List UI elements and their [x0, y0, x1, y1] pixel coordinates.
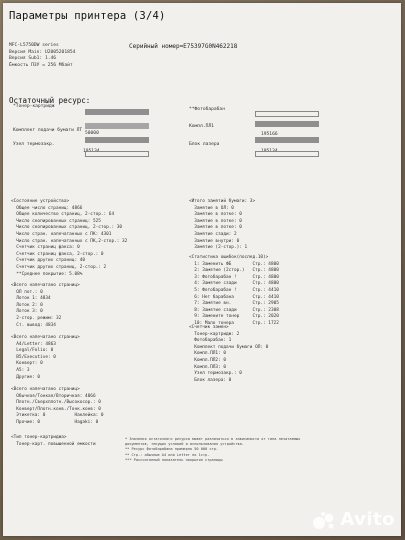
report-line: Другие: 0: [11, 374, 41, 380]
remaining-life-title: Остаточный ресурс:: [9, 96, 91, 105]
replacement-counter-block: [189, 325, 268, 384]
drum-label: **Фотобарабан: [189, 107, 225, 112]
report-line: Лоток 1: 4834: [11, 296, 51, 302]
report-line: <Тип тонер-картриджа>: [11, 435, 67, 440]
pf1-value: 195166: [261, 132, 278, 137]
report-line: Число стран. напечатанных с ПК: 4301: [11, 231, 112, 237]
media-type-block: [11, 387, 104, 427]
paper-feed-label: Комплект подачи бумаги ЛТ: [13, 128, 83, 133]
avito-watermark: [312, 509, 395, 530]
report-line: 3: Фотобарабан ! Стр.: 4800: [189, 274, 279, 280]
report-line: 7: Замятие вн. Стр.: 2905: [189, 301, 279, 307]
drum-outline: [255, 111, 319, 117]
report-line: Число скопированных страниц: 525: [11, 218, 101, 224]
report-line: <Всего напечатано страниц>: [11, 335, 80, 340]
page-title: Параметры принтера (3/4): [9, 10, 166, 22]
pf1-label: Компл.ПЛ1: [189, 124, 214, 129]
report-line: 4: Замятие сзади Стр.: 4800: [189, 281, 279, 287]
report-line: Лоток 2: 0: [11, 302, 43, 308]
sub-version-line: Версия Sub1: 1.46: [9, 56, 57, 61]
report-line: <Состояние устройства>: [11, 199, 70, 204]
report-line: Число скопированных страниц, 2-стор.: 30: [11, 225, 123, 231]
report-line: <Счетчик замен>: [189, 325, 229, 330]
footnotes-block: [125, 437, 300, 463]
report-line: Плотн./Сверхплотн./Высокосор.: 0: [11, 400, 101, 406]
report-line: Компл.ПЛ1: 0: [189, 351, 227, 357]
fuser-outline: [85, 151, 149, 157]
toner-type-block: [11, 435, 96, 448]
fuser-bar: [85, 137, 149, 143]
report-line: 2-стор. режим: 32: [11, 315, 62, 321]
report-line: Компл.ПЛ2: 0: [189, 357, 227, 363]
report-line: Конверт/Плотн.конв./Тонк.конв: 0: [11, 406, 101, 412]
paper-source-block: [11, 283, 80, 329]
report-line: A4/Letter: 4863: [11, 341, 56, 347]
paper-size-block: [11, 335, 80, 381]
report-line: 10: Мало тонера Стр.: 1722: [189, 320, 279, 326]
model-line: MFC-L5750DW series: [9, 43, 59, 48]
report-line: Замятие в лотке: 0: [189, 218, 242, 224]
paper-jam-block: [189, 199, 255, 252]
report-line: Узел термозакр.: 0: [189, 371, 242, 377]
fuser-value: 195134: [83, 149, 100, 154]
report-line: Число стран. напечатанных с ПК,2-стор.: 32: [11, 238, 128, 244]
report-line: ** Стр.: обычные A4 или Letter по 1стр.: [125, 452, 210, 457]
laser-outline: [255, 151, 319, 157]
report-line: 1: Заменить ФБ Стр.: 4800: [189, 261, 279, 267]
report-line: * Значения остаточного ресурса может различаться в зависимости от типа печатаемых: [125, 437, 301, 441]
report-line: **Среднее покрытие: 5.08%: [11, 271, 83, 277]
report-line: Замятие внутри: 0: [189, 238, 240, 244]
report-line: *** Рассчитанный показатель покрытия страницы: [125, 457, 223, 462]
report-line: Замятие сзади: 2: [189, 231, 237, 237]
report-line: 8: Замятие сзади Стр.: 2308: [189, 307, 279, 313]
report-line: <Всего напечатано страниц>: [11, 387, 80, 392]
paper-feed-value: 50000: [85, 131, 99, 136]
printer-report-page: [3, 3, 401, 536]
report-line: Счетчик других страниц, 2-стор.: 2: [11, 264, 107, 270]
avito-logo-icon: [312, 510, 336, 530]
report-line: <Статистика ошибок(послед.10)>: [189, 255, 269, 260]
laser-value: 195134: [261, 149, 278, 154]
report-line: Конверт: 0: [11, 361, 43, 367]
report-line: Обычная/Тонкая/Вторичная: 4866: [11, 393, 96, 399]
pf1-bar: [255, 121, 319, 127]
toner-label: *Тонер-картридж: [13, 104, 55, 109]
report-line: Замятие в лотке: 0: [189, 212, 242, 218]
main-version-line: Версия Main: U2005201854: [9, 49, 76, 55]
rom-line: Ёмкость ПЗУ = 256 Мбайт: [9, 62, 73, 68]
serial-number: Серийный номер=E75397G0N462218: [129, 43, 238, 50]
report-line: <Итого замятий бумаги: 3>: [189, 199, 256, 204]
report-line: 5: Фотобарабан ! Стр.: 4410: [189, 287, 279, 293]
laser-bar: [255, 137, 319, 143]
report-line: Комплект подачи бумаги ОЛ: 0: [189, 344, 269, 350]
report-line: A5: 3: [11, 367, 30, 373]
toner-bar: [85, 109, 149, 115]
report-line: Счетчик страниц факса: 0: [11, 245, 80, 251]
laser-label: Блок лазера: [189, 142, 220, 147]
report-line: Этикетка: 0 Наклейка: 0: [11, 413, 104, 419]
report-line: Фотобарабан: 1: [189, 338, 232, 344]
device-state-block: [11, 199, 127, 278]
report-line: Общее количество страниц, 2-стор.: 64: [11, 212, 115, 218]
report-line: Счетчик других страниц: 40: [11, 258, 86, 264]
report-line: Ст. вывод: 4834: [11, 322, 56, 328]
report-line: Замятие в ОЛ: 0: [189, 205, 234, 211]
fuser-label: Узел термозакр.: [13, 142, 55, 147]
report-line: 2: Замятие (2стор.) Стр.: 4800: [189, 268, 279, 274]
report-line: 6: Нет барабана Стр.: 4410: [189, 294, 279, 300]
report-line: ОЛ пот.: 0: [11, 289, 43, 295]
report-line: Замятие (2-стор.): 1: [189, 245, 248, 251]
report-line: документов, текущих условий и использования устройства.: [125, 442, 244, 447]
report-line: ** Ресурс фотобарабана примерно 50 000 стр.: [125, 447, 219, 452]
report-line: <Всего напечатано страниц>: [11, 283, 80, 288]
error-stats-block: [189, 255, 279, 328]
report-line: Компл.ПЛ3: 0: [189, 364, 227, 370]
report-line: Счетчик страниц факса, 2-стор.: 0: [11, 251, 104, 257]
report-line: Прочие: 0 Hagaki: 0: [11, 419, 99, 425]
report-line: Legal/Folio: 0: [11, 348, 54, 354]
report-line: B5/Executive: 0: [11, 354, 56, 360]
report-line: Замятие в лотке: 0: [189, 225, 242, 231]
report-line: Общее число страниц: 4866: [11, 205, 83, 211]
report-line: Блок лазера: 0: [189, 377, 232, 383]
avito-watermark-text: Avito: [340, 509, 395, 530]
report-line: 9: Замените тонер Стр.: 2020: [189, 314, 279, 320]
paper-feed-bar: [85, 123, 149, 129]
report-line: Лоток 3: 0: [11, 309, 43, 315]
report-line: Тонер-карт. повышенной емкости: [11, 441, 96, 447]
report-line: Тонер-картридж: 2: [189, 331, 240, 337]
